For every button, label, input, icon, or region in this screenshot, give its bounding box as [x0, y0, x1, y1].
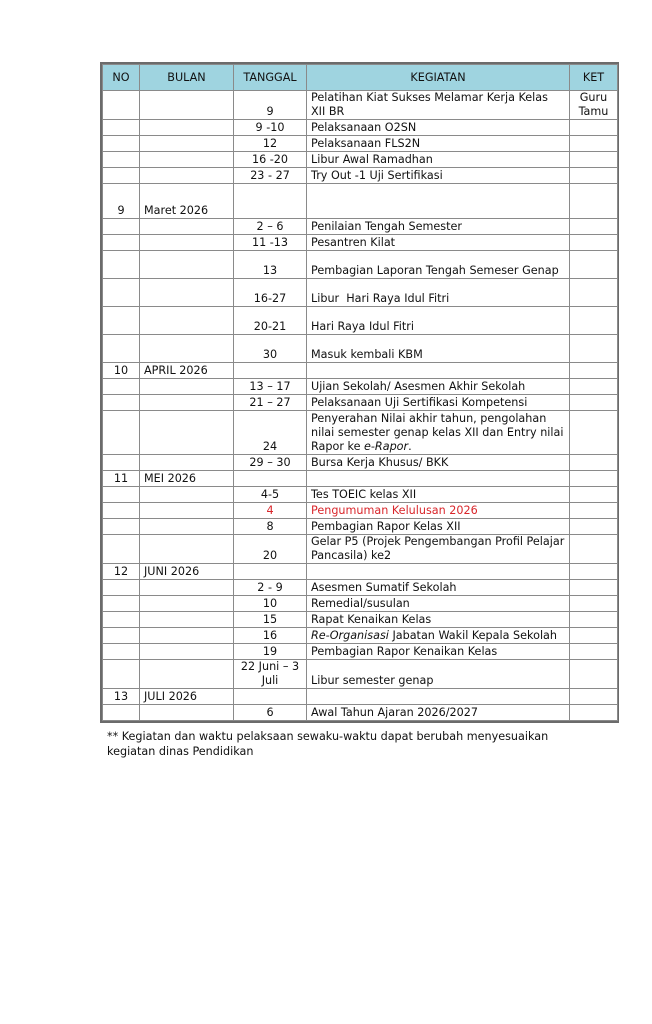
header-tanggal: TANGGAL [234, 65, 307, 91]
cell-bulan [140, 503, 234, 519]
cell-bulan [140, 235, 234, 251]
cell-ket [570, 219, 618, 235]
table-row [103, 705, 618, 721]
cell-bulan: JUNI 2026 [140, 564, 234, 580]
cell-ket [570, 136, 618, 152]
kegiatan-text: Penyerahan Nilai akhir tahun, pengolahan nilai semester genap kelas XII dan Entry nilai Rapor ke [311, 412, 564, 453]
cell-kegiatan: Hari Raya Idul Fitri [307, 307, 570, 335]
cell-tanggal: 8 [234, 519, 307, 535]
table-row [103, 411, 618, 455]
cell-tanggal: 9 [234, 91, 307, 120]
cell-kegiatan: Gelar P5 (Projek Pengembangan Profil Pelajar Pancasila) ke2 [307, 535, 570, 564]
cell-bulan [140, 596, 234, 612]
cell-tanggal: 13 [234, 251, 307, 279]
cell-no [103, 251, 140, 279]
cell-bulan [140, 219, 234, 235]
cell-no: 10 [103, 363, 140, 379]
cell-ket [570, 564, 618, 580]
cell-ket [570, 235, 618, 251]
cell-ket [570, 644, 618, 660]
cell-kegiatan: Remedial/susulan [307, 596, 570, 612]
cell-kegiatan [307, 184, 570, 219]
cell-bulan [140, 628, 234, 644]
cell-tanggal [234, 471, 307, 487]
schedule-table [102, 64, 618, 721]
table-row [103, 612, 618, 628]
table-row [103, 136, 618, 152]
cell-ket [570, 184, 618, 219]
cell-kegiatan: Pelaksanaan FLS2N [307, 136, 570, 152]
table-row [103, 251, 618, 279]
cell-tanggal: 12 [234, 136, 307, 152]
cell-ket [570, 363, 618, 379]
cell-tanggal: 10 [234, 596, 307, 612]
cell-ket [570, 705, 618, 721]
cell-tanggal: 4 [234, 503, 307, 519]
cell-no [103, 136, 140, 152]
cell-kegiatan [307, 363, 570, 379]
cell-ket [570, 168, 618, 184]
kegiatan-text: Jabatan Wakil Kepala Sekolah [388, 629, 558, 642]
kegiatan-suffix: . [408, 440, 412, 453]
cell-no [103, 335, 140, 363]
cell-kegiatan: Pembagian Rapor Kenaikan Kelas [307, 644, 570, 660]
cell-tanggal [234, 689, 307, 705]
cell-kegiatan: Pembagian Rapor Kelas XII [307, 519, 570, 535]
table-row [103, 335, 618, 363]
cell-bulan: JULI 2026 [140, 689, 234, 705]
cell-ket [570, 519, 618, 535]
cell-tanggal: 23 - 27 [234, 168, 307, 184]
cell-tanggal: 13 – 17 [234, 379, 307, 395]
cell-bulan [140, 455, 234, 471]
cell-no [103, 152, 140, 168]
cell-ket [570, 335, 618, 363]
month-row-juni [103, 564, 618, 580]
cell-ket: Guru Tamu [570, 91, 618, 120]
cell-ket [570, 152, 618, 168]
cell-ket [570, 455, 618, 471]
header-no: NO [103, 65, 140, 91]
cell-tanggal: 16 -20 [234, 152, 307, 168]
cell-bulan [140, 644, 234, 660]
cell-kegiatan: Pelaksanaan O2SN [307, 120, 570, 136]
cell-tanggal [234, 184, 307, 219]
cell-ket [570, 628, 618, 644]
cell-no [103, 91, 140, 120]
table-row [103, 660, 618, 689]
header-ket: KET [570, 65, 618, 91]
cell-kegiatan: Tes TOEIC kelas XII [307, 487, 570, 503]
cell-ket [570, 251, 618, 279]
table-row [103, 168, 618, 184]
cell-tanggal: 30 [234, 335, 307, 363]
cell-kegiatan: Pembagian Laporan Tengah Semeser Genap [307, 251, 570, 279]
cell-no [103, 644, 140, 660]
cell-bulan [140, 395, 234, 411]
cell-tanggal: 24 [234, 411, 307, 455]
cell-ket [570, 580, 618, 596]
cell-tanggal: 4-5 [234, 487, 307, 503]
cell-tanggal: 9 -10 [234, 120, 307, 136]
cell-tanggal: 20 [234, 535, 307, 564]
re-organisasi-text: Re-Organisasi [311, 629, 389, 642]
e-rapor-text: e-Rapor [364, 440, 409, 453]
cell-no: 12 [103, 564, 140, 580]
cell-bulan [140, 251, 234, 279]
cell-kegiatan: Awal Tahun Ajaran 2026/2027 [307, 705, 570, 721]
cell-bulan [140, 120, 234, 136]
cell-tanggal: 11 -13 [234, 235, 307, 251]
cell-tanggal: 29 – 30 [234, 455, 307, 471]
cell-bulan [140, 307, 234, 335]
cell-tanggal: 2 - 9 [234, 580, 307, 596]
cell-no [103, 455, 140, 471]
cell-bulan [140, 136, 234, 152]
cell-tanggal [234, 363, 307, 379]
cell-no [103, 596, 140, 612]
cell-bulan [140, 705, 234, 721]
cell-no: 11 [103, 471, 140, 487]
cell-ket [570, 395, 618, 411]
cell-no [103, 580, 140, 596]
cell-tanggal: 21 – 27 [234, 395, 307, 411]
cell-kegiatan: Ujian Sekolah/ Asesmen Akhir Sekolah [307, 379, 570, 395]
cell-tanggal: 2 – 6 [234, 219, 307, 235]
cell-bulan: Maret 2026 [140, 184, 234, 219]
cell-no [103, 503, 140, 519]
cell-ket [570, 471, 618, 487]
table-row [103, 628, 618, 644]
table-row [103, 535, 618, 564]
cell-ket [570, 503, 618, 519]
cell-kegiatan: Pelaksanaan Uji Sertifikasi Kompetensi [307, 395, 570, 411]
table-row [103, 519, 618, 535]
cell-tanggal: 19 [234, 644, 307, 660]
month-row-mei [103, 471, 618, 487]
cell-kegiatan: Rapat Kenaikan Kelas [307, 612, 570, 628]
cell-ket [570, 535, 618, 564]
table-row [103, 279, 618, 307]
cell-tanggal: 15 [234, 612, 307, 628]
header-kegiatan: KEGIATAN [307, 65, 570, 91]
cell-ket [570, 487, 618, 503]
cell-no [103, 395, 140, 411]
cell-no [103, 120, 140, 136]
cell-bulan [140, 152, 234, 168]
cell-ket [570, 612, 618, 628]
cell-no [103, 411, 140, 455]
cell-bulan [140, 168, 234, 184]
header-bulan: BULAN [140, 65, 234, 91]
cell-no [103, 379, 140, 395]
cell-kegiatan: Penilaian Tengah Semester [307, 219, 570, 235]
cell-kegiatan: Libur semester genap [307, 660, 570, 689]
table-row [103, 455, 618, 471]
cell-no [103, 168, 140, 184]
table-row [103, 487, 618, 503]
cell-kegiatan: Pesantren Kilat [307, 235, 570, 251]
cell-no [103, 628, 140, 644]
cell-kegiatan: Asesmen Sumatif Sekolah [307, 580, 570, 596]
cell-no [103, 660, 140, 689]
cell-no [103, 219, 140, 235]
cell-kegiatan [307, 564, 570, 580]
cell-no [103, 487, 140, 503]
table-row [103, 307, 618, 335]
cell-no [103, 519, 140, 535]
cell-ket [570, 660, 618, 689]
cell-kegiatan: Try Out -1 Uji Sertifikasi [307, 168, 570, 184]
cell-bulan [140, 411, 234, 455]
cell-no [103, 535, 140, 564]
cell-kegiatan [307, 411, 570, 455]
cell-bulan [140, 519, 234, 535]
table-row [103, 395, 618, 411]
cell-tanggal: 16-27 [234, 279, 307, 307]
table-row [103, 235, 618, 251]
cell-kegiatan [307, 689, 570, 705]
cell-bulan [140, 335, 234, 363]
cell-kegiatan: Pelatihan Kiat Sukses Melamar Kerja Kelas XII BR [307, 91, 570, 120]
table-row [103, 580, 618, 596]
month-row-april [103, 363, 618, 379]
cell-tanggal: 6 [234, 705, 307, 721]
cell-bulan [140, 91, 234, 120]
cell-tanggal: 16 [234, 628, 307, 644]
cell-ket [570, 596, 618, 612]
cell-kegiatan: Pengumuman Kelulusan 2026 [307, 503, 570, 519]
cell-kegiatan [307, 628, 570, 644]
cell-kegiatan: Libur Hari Raya Idul Fitri [307, 279, 570, 307]
month-row-juli [103, 689, 618, 705]
cell-bulan [140, 612, 234, 628]
table-row [103, 379, 618, 395]
table-row [103, 120, 618, 136]
cell-bulan [140, 379, 234, 395]
cell-kegiatan: Libur Awal Ramadhan [307, 152, 570, 168]
footnote: ** Kegiatan dan waktu pelaksaan sewaku-waktu dapat berubah menyesuaikan kegiatan dinas Pendidikan [107, 730, 549, 758]
table-row [103, 152, 618, 168]
cell-bulan [140, 535, 234, 564]
table-row [103, 219, 618, 235]
cell-bulan: APRIL 2026 [140, 363, 234, 379]
cell-bulan [140, 580, 234, 596]
cell-no [103, 307, 140, 335]
table-row [103, 596, 618, 612]
table-row [103, 91, 618, 120]
cell-kegiatan [307, 471, 570, 487]
cell-bulan [140, 487, 234, 503]
cell-kegiatan: Masuk kembali KBM [307, 335, 570, 363]
cell-tanggal: 22 Juni – 3 Juli [234, 660, 307, 689]
schedule-table-wrapper [100, 62, 619, 723]
cell-no [103, 705, 140, 721]
cell-bulan: MEI 2026 [140, 471, 234, 487]
table-row [103, 644, 618, 660]
cell-no [103, 235, 140, 251]
cell-no [103, 279, 140, 307]
table-row-highlight [103, 503, 618, 519]
cell-kegiatan: Bursa Kerja Khusus/ BKK [307, 455, 570, 471]
cell-no: 13 [103, 689, 140, 705]
cell-ket [570, 411, 618, 455]
cell-bulan [140, 660, 234, 689]
cell-ket [570, 307, 618, 335]
header-row [103, 65, 618, 91]
cell-tanggal: 20-21 [234, 307, 307, 335]
cell-ket [570, 689, 618, 705]
month-row-maret [103, 184, 618, 219]
cell-tanggal [234, 564, 307, 580]
cell-ket [570, 379, 618, 395]
cell-ket [570, 120, 618, 136]
cell-bulan [140, 279, 234, 307]
cell-no: 9 [103, 184, 140, 219]
cell-ket [570, 279, 618, 307]
cell-no [103, 612, 140, 628]
